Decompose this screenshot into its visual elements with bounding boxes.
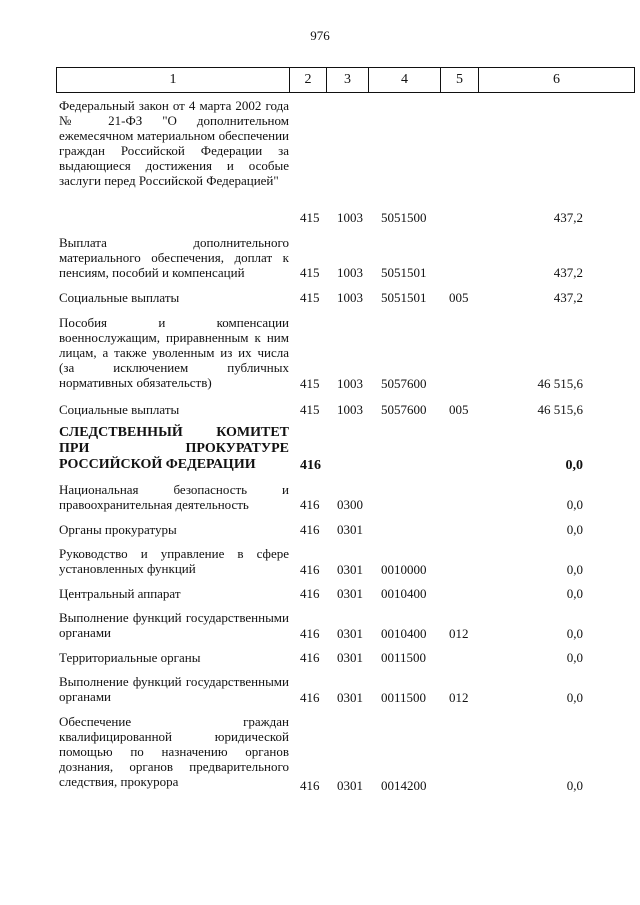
row-code-2: 416 — [300, 586, 320, 601]
row-code-3: 0300 — [337, 497, 363, 512]
row-amount: 0,0 — [566, 562, 583, 577]
row-code-5: 012 — [449, 690, 469, 705]
row-code-3: 0301 — [337, 522, 363, 537]
table-row — [0, 610, 640, 641]
row-code-2: 416 — [300, 650, 320, 665]
row-code-5: 012 — [449, 626, 469, 641]
table-row — [0, 674, 640, 705]
row-amount: 0,0 — [566, 522, 583, 537]
row-description: Национальная безопасность и правоохранительная деятельность — [59, 482, 289, 512]
row-description: Центральный аппарат — [59, 586, 181, 601]
table-row — [0, 586, 640, 601]
row-amount: 46 515,6 — [537, 402, 583, 417]
table-row — [0, 235, 640, 280]
section-heading-row — [0, 425, 640, 473]
column-header-4: 4 — [369, 68, 441, 93]
row-amount: 0,0 — [566, 497, 583, 512]
row-code-2: 416 — [300, 690, 320, 705]
column-header-6: 6 — [479, 68, 635, 93]
row-code-4: 5051501 — [381, 290, 427, 305]
row-code-2: 415 — [300, 265, 320, 280]
row-code-4: 5051500 — [381, 210, 427, 225]
column-header-row — [57, 68, 635, 93]
row-code-4: 0010400 — [381, 626, 427, 641]
column-header-3: 3 — [327, 68, 369, 93]
row-description: Выплата дополнительного материального обеспечения, доплат к пенсиям, пособий и компенсаций — [59, 235, 289, 280]
column-header-1: 1 — [57, 68, 290, 93]
row-description: Федеральный закон от 4 марта 2002 года № 21-ФЗ "О дополнительном ежемесячном материальном обеспечении граждан Российской Федерации за выдающиеся достижения и особые заслуги перед Российской Федерацией" — [59, 98, 289, 188]
row-amount: 46 515,6 — [537, 376, 583, 391]
column-header-table — [56, 67, 635, 93]
row-description: Обеспечение граждан квалифицированной юридической помощью по назначению органов дознания, органов предварительного следствия, прокурора — [59, 714, 289, 789]
row-amount: 0,0 — [566, 626, 583, 641]
row-code-2: 415 — [300, 210, 320, 225]
row-code-2: 415 — [300, 402, 320, 417]
row-code-2: 415 — [300, 376, 320, 391]
row-code-4: 0011500 — [381, 690, 427, 705]
row-code-4: 5057600 — [381, 376, 427, 391]
row-amount: 0,0 — [566, 690, 583, 705]
table-row — [0, 714, 640, 793]
row-code-3: 1003 — [337, 376, 363, 391]
row-amount: 437,2 — [553, 265, 583, 280]
row-code-2: 416 — [300, 497, 320, 512]
row-code-4: 0011500 — [381, 650, 427, 665]
row-code-3: 1003 — [337, 210, 363, 225]
row-code-2: 415 — [300, 290, 320, 305]
column-header-5: 5 — [441, 68, 479, 93]
row-code-3: 0301 — [337, 778, 363, 793]
row-code-4: 0010400 — [381, 586, 427, 601]
row-description: Выполнение функций государственными органами — [59, 610, 289, 640]
table-row — [0, 315, 640, 391]
table-row — [0, 290, 640, 305]
row-code-2: 416 — [300, 522, 320, 537]
row-code-3: 0301 — [337, 690, 363, 705]
row-description: Выполнение функций государственными органами — [59, 674, 289, 704]
row-code-4: 0010000 — [381, 562, 427, 577]
row-description: Руководство и управление в сфере установленных функций — [59, 546, 289, 576]
row-description: Пособия и компенсации военнослужащим, приравненным к ним лицам, а также уволенным из их числа (за исключением публичных нормативных обязательств) — [59, 315, 289, 390]
row-code-3: 0301 — [337, 586, 363, 601]
row-code-2: 416 — [300, 562, 320, 577]
row-amount: 437,2 — [553, 290, 583, 305]
row-description: Социальные выплаты — [59, 402, 180, 417]
table-row — [0, 522, 640, 537]
table-row — [0, 482, 640, 512]
table-row — [0, 402, 640, 417]
row-code-5: 005 — [449, 402, 469, 417]
row-amount: 437,2 — [553, 210, 583, 225]
row-amount: 0,0 — [566, 778, 583, 793]
section-heading: СЛЕДСТВЕННЫЙ КОМИТЕТ ПРИ ПРОКУРАТУРЕ РОССИЙСКОЙ ФЕДЕРАЦИИ — [59, 425, 289, 472]
column-header-2: 2 — [290, 68, 327, 93]
row-code-3: 0301 — [337, 562, 363, 577]
row-description: Социальные выплаты — [59, 290, 180, 305]
row-description: Органы прокуратуры — [59, 522, 177, 537]
row-code-4: 5051501 — [381, 265, 427, 280]
row-code-3: 1003 — [337, 290, 363, 305]
row-code-3: 0301 — [337, 626, 363, 641]
row-amount: 0,0 — [566, 586, 583, 601]
table-row — [0, 546, 640, 577]
row-code-3: 1003 — [337, 265, 363, 280]
table-row — [0, 98, 640, 225]
row-amount: 0,0 — [565, 458, 583, 473]
row-description: Территориальные органы — [59, 650, 201, 665]
row-code-5: 005 — [449, 290, 469, 305]
page-number: 976 — [310, 28, 330, 43]
row-code-4: 5057600 — [381, 402, 427, 417]
row-code-2: 416 — [300, 626, 320, 641]
row-code-4: 0014200 — [381, 778, 427, 793]
row-code-2: 416 — [300, 458, 321, 473]
row-amount: 0,0 — [566, 650, 583, 665]
row-code-2: 416 — [300, 778, 320, 793]
row-code-3: 1003 — [337, 402, 363, 417]
table-row — [0, 650, 640, 665]
row-code-3: 0301 — [337, 650, 363, 665]
